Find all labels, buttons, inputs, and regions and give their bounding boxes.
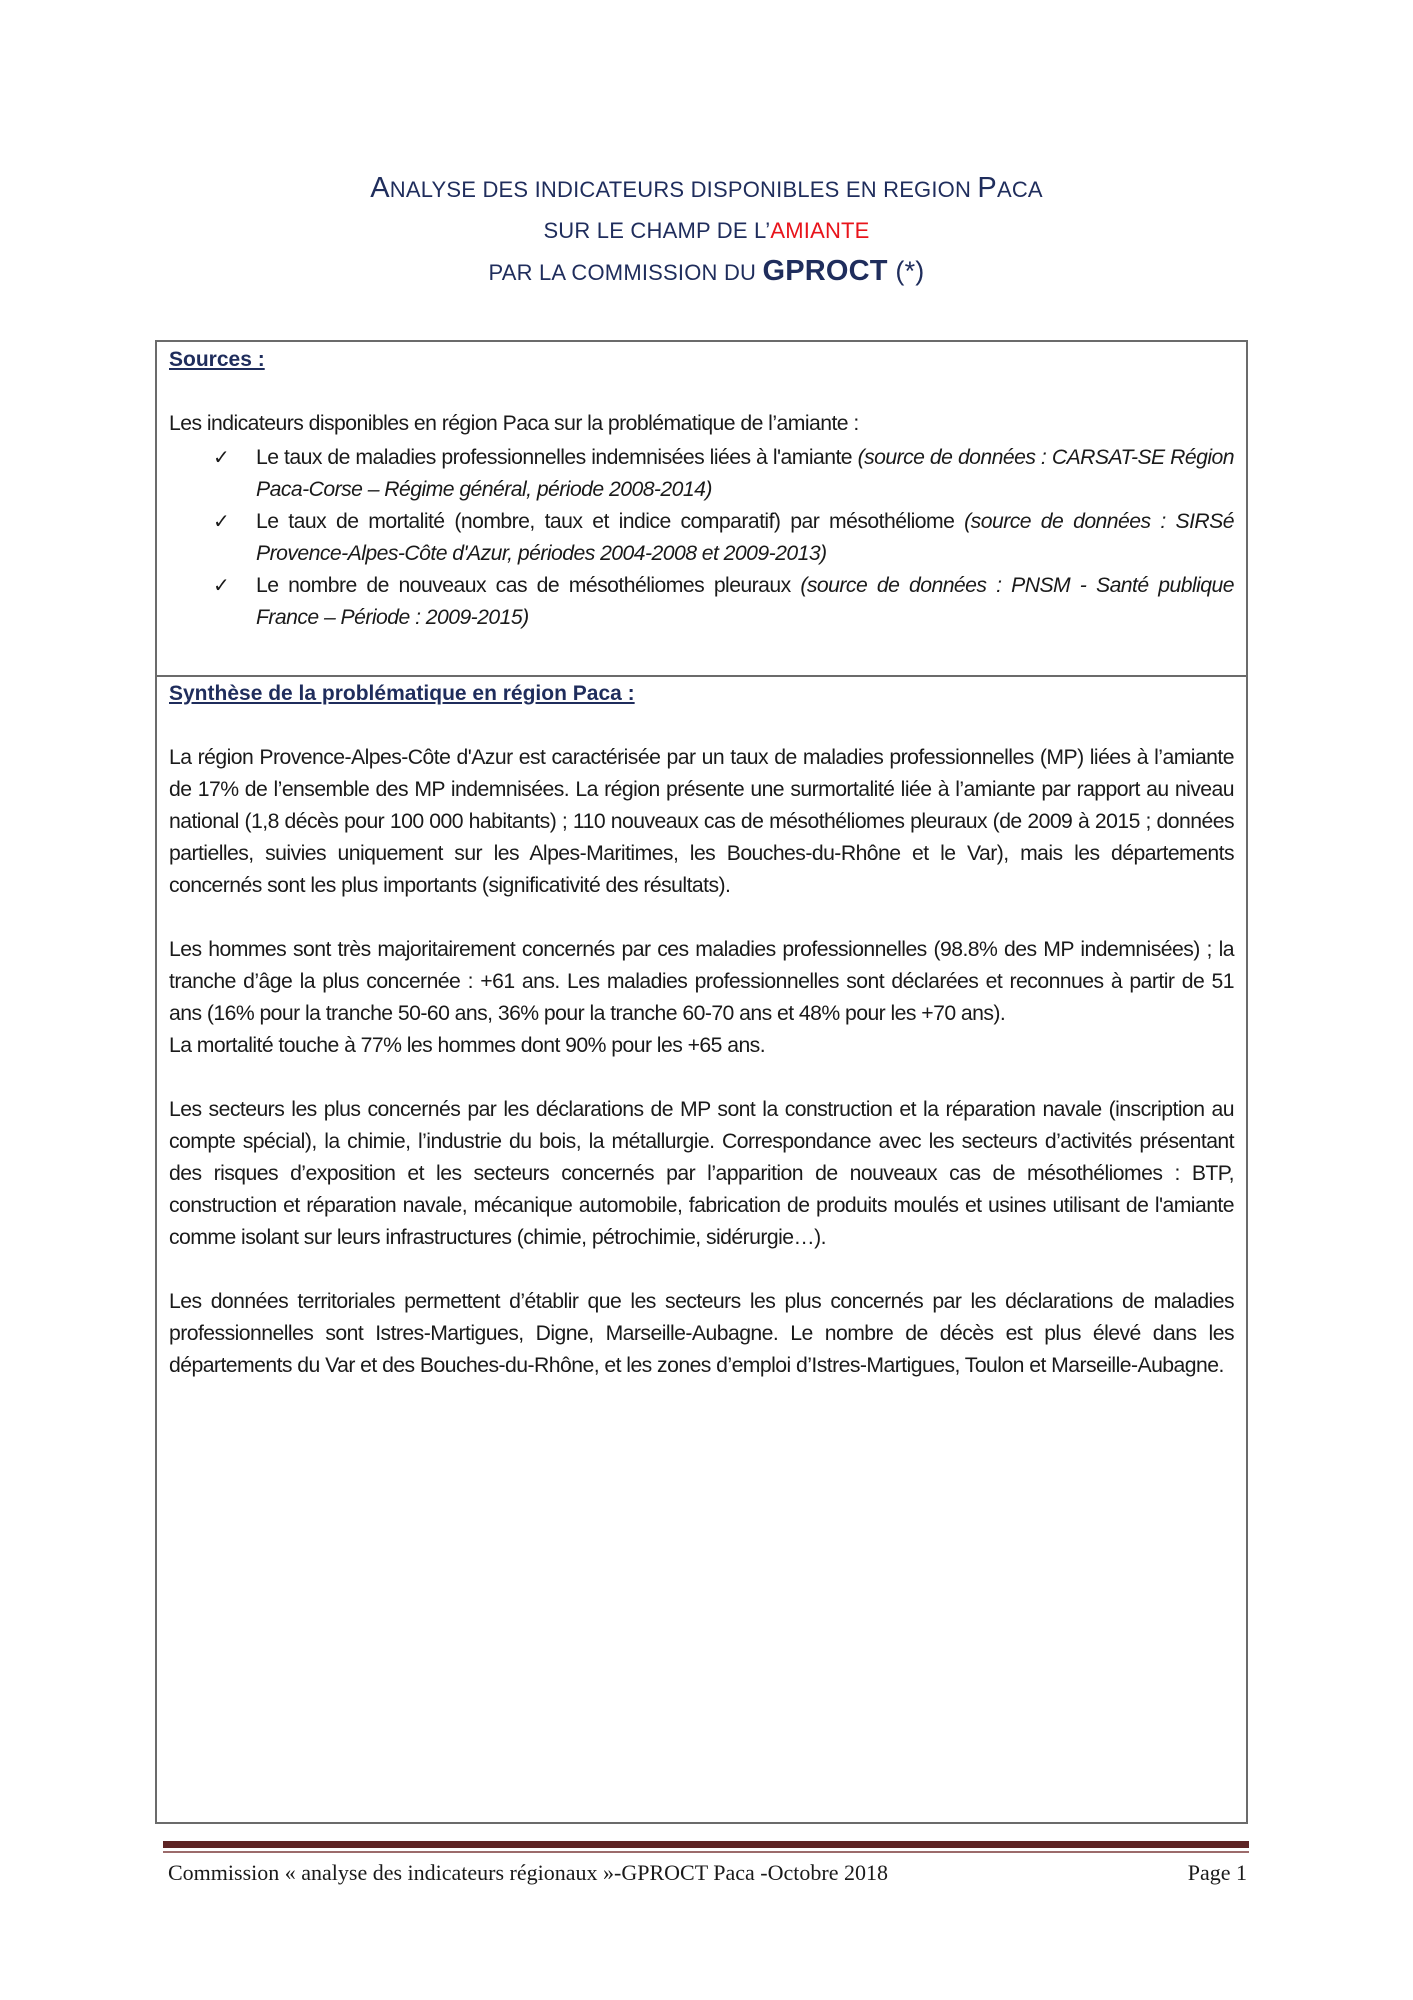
source-indicator: Le nombre de nouveaux cas de mésothéliomes pleuraux bbox=[256, 574, 801, 597]
synthese-paragraph: La mortalité touche à 77% les hommes dont 90% pour les +65 ans. bbox=[169, 1034, 766, 1057]
source-reference: (source de données : CARSAT-SE Région Paca-Corse – Régime général, période 2008-2014) bbox=[256, 446, 1235, 501]
sources-heading: Sources : bbox=[169, 348, 265, 371]
title-line-2 bbox=[0, 210, 1413, 251]
page-number: Page 1 bbox=[1187, 1860, 1247, 1885]
title-initial: A bbox=[370, 172, 390, 204]
title-line-3-prefix: PAR LA COMMISSION DU bbox=[488, 260, 763, 285]
section-divider bbox=[157, 675, 1246, 677]
source-indicator: Le taux de mortalité (nombre, taux et indice comparatif) par mésothéliome bbox=[256, 510, 965, 533]
sources-intro: Les indicateurs disponibles en région Paca sur la problématique de l’amiante : bbox=[169, 412, 859, 435]
content-frame bbox=[155, 340, 1248, 1824]
footer-text: Commission « analyse des indicateurs régionaux »-GPROCT Paca -Octobre 2018 bbox=[168, 1860, 888, 1885]
check-icon: ✓ bbox=[213, 511, 230, 533]
footer-rule bbox=[163, 1841, 1249, 1848]
title-paca-rest: ACA bbox=[996, 177, 1043, 202]
source-indicator: Le taux de maladies professionnelles indemnisées liées à l'amiante bbox=[256, 446, 858, 469]
sources-section bbox=[169, 344, 1234, 634]
title-asterisk: (*) bbox=[887, 256, 925, 286]
synthese-paragraph: Les secteurs les plus concernés par les déclarations de MP sont la construction et la réparation navale (inscription au compte spécial), la chimie, l’industrie du bois, la métallurgie. Correspondance avec les secteurs d’activités présentant des risques d’exposition et les secteurs concernés par l’apparition de nouveaux cas de mésothéliomes : BTP, construction et réparation navale, mécanique automobile, fabrication de produits moulés et usines utilisant de l'amiante comme isolant sur leurs infrastructures (chimie, pétrochimie, sidérurgie…). bbox=[169, 1098, 1234, 1249]
check-icon: ✓ bbox=[213, 447, 230, 469]
check-icon: ✓ bbox=[213, 575, 230, 597]
document-title bbox=[0, 168, 1413, 293]
title-highlight-amiante: AMIANTE bbox=[770, 218, 870, 243]
synthese-heading: Synthèse de la problématique en région Paca : bbox=[169, 682, 635, 705]
footer-rule-thin bbox=[163, 1851, 1249, 1853]
list-item bbox=[213, 570, 1234, 634]
source-reference: (source de données : SIRSé Provence-Alpes-Côte d'Azur, périodes 2004-2008 et 2009-2013) bbox=[256, 510, 1234, 565]
title-text: NALYSE DES INDICATEURS DISPONIBLES EN REGION bbox=[389, 177, 978, 202]
synthese-paragraph: La région Provence-Alpes-Côte d'Azur est caractérisée par un taux de maladies professionnelles (MP) liées à l’amiante de 17% de l’ensemble des MP indemnisées. La région présente une surmortalité liée à l’amiante par rapport au niveau national (1,8 décès pour 100 000 habitants) ; 110 nouveaux cas de mésothéliomes pleuraux (de 2009 à 2015 ; données partielles, suivies uniquement sur les Alpes-Maritimes, les Bouches-du-Rhône et le Var), mais les départements concernés sont les plus importants (significativité des résultats). bbox=[169, 746, 1234, 897]
sources-list bbox=[169, 442, 1234, 634]
title-paca-initial: P bbox=[977, 172, 997, 204]
list-item bbox=[213, 506, 1234, 570]
title-line-2-prefix: SUR LE CHAMP DE L’ bbox=[543, 218, 771, 243]
source-reference: (source de données : PNSM - Santé publique France – Période : 2009-2015) bbox=[256, 574, 1235, 629]
synthese-paragraph: Les hommes sont très majoritairement concernés par ces maladies professionnelles (98.8% des MP indemnisées) ; la tranche d’âge la plus concernée : +61 ans. Les maladies professionnelles sont déclarées et reconnues à partir de 51 ans (16% pour la tranche 50-60 ans, 36% pour la tranche 60-70 ans et 48% pour les +70 ans). bbox=[169, 938, 1234, 1025]
title-gproct: GPROCT bbox=[762, 255, 888, 287]
title-line-3 bbox=[0, 251, 1413, 293]
synthese-paragraph: Les données territoriales permettent d’établir que les secteurs les plus concernés par les déclarations de maladies professionnelles sont Istres-Martigues, Digne, Marseille-Aubagne. Le nombre de décès est plus élevé dans les départements du Var et des Bouches-du-Rhône, et les zones d’emploi d’Istres-Martigues, Toulon et Marseille-Aubagne. bbox=[169, 1290, 1234, 1377]
page-footer bbox=[168, 1858, 1247, 1888]
list-item bbox=[213, 442, 1234, 506]
synthese-section bbox=[169, 678, 1234, 1382]
title-line-1 bbox=[0, 168, 1413, 210]
